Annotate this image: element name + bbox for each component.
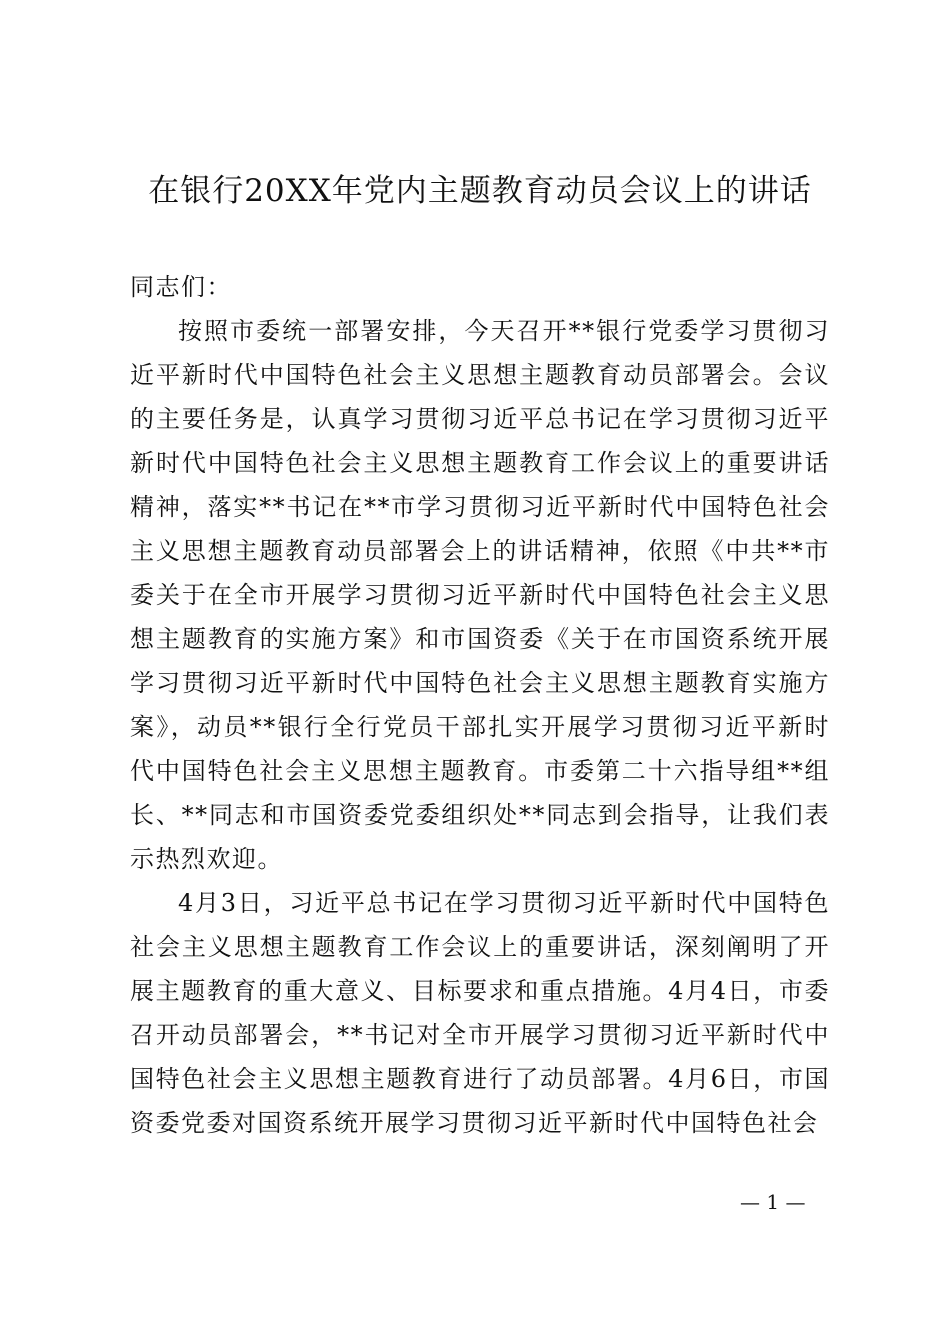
document-body — [130, 265, 830, 1145]
document-title: 在银行20XX年党内主题教育动员会议上的讲话 — [148, 173, 812, 209]
salutation: 同志们： — [130, 273, 232, 301]
paragraph-2: 4月3日，习近平总书记在学习贯彻习近平新时代中国特色社会主义思想主题教育工作会议上的重要讲话，深刻阐明了开展主题教育的重大意义、目标要求和重点措施。4月4日，市委召开动员部署会，**书记对全市开展学习贯彻习近平新时代中国特色社会主义思想主题教育进行了动员部署。4月6日，市国资委党委对国资系统开展学习贯彻习近平新时代中国特色社会 — [130, 889, 830, 1137]
paragraph-1: 按照市委统一部署安排，今天召开**银行党委学习贯彻习近平新时代中国特色社会主义思想主题教育动员部署会。会议的主要任务是，认真学习贯彻习近平总书记在学习贯彻习近平新时代中国特色社会主义思想主题教育工作会议上的重要讲话精神，落实**书记在**市学习贯彻习近平新时代中国特色社会主义思想主题教育动员部署会上的讲话精神，依照《中共**市委关于在全市开展学习贯彻习近平新时代中国特色社会主义思想主题教育的实施方案》和市国资委《关于在市国资系统开展学习贯彻习近平新时代中国特色社会主义思想主题教育实施方案》，动员**银行全行党员干部扎实开展学习贯彻习近平新时代中国特色社会主义思想主题教育。市委第二十六指导组**组长、**同志和市国资委党委组织处**同志到会指导，让我们表示热烈欢迎。 — [130, 317, 830, 873]
page-number: — 1 — — [740, 1190, 806, 1214]
